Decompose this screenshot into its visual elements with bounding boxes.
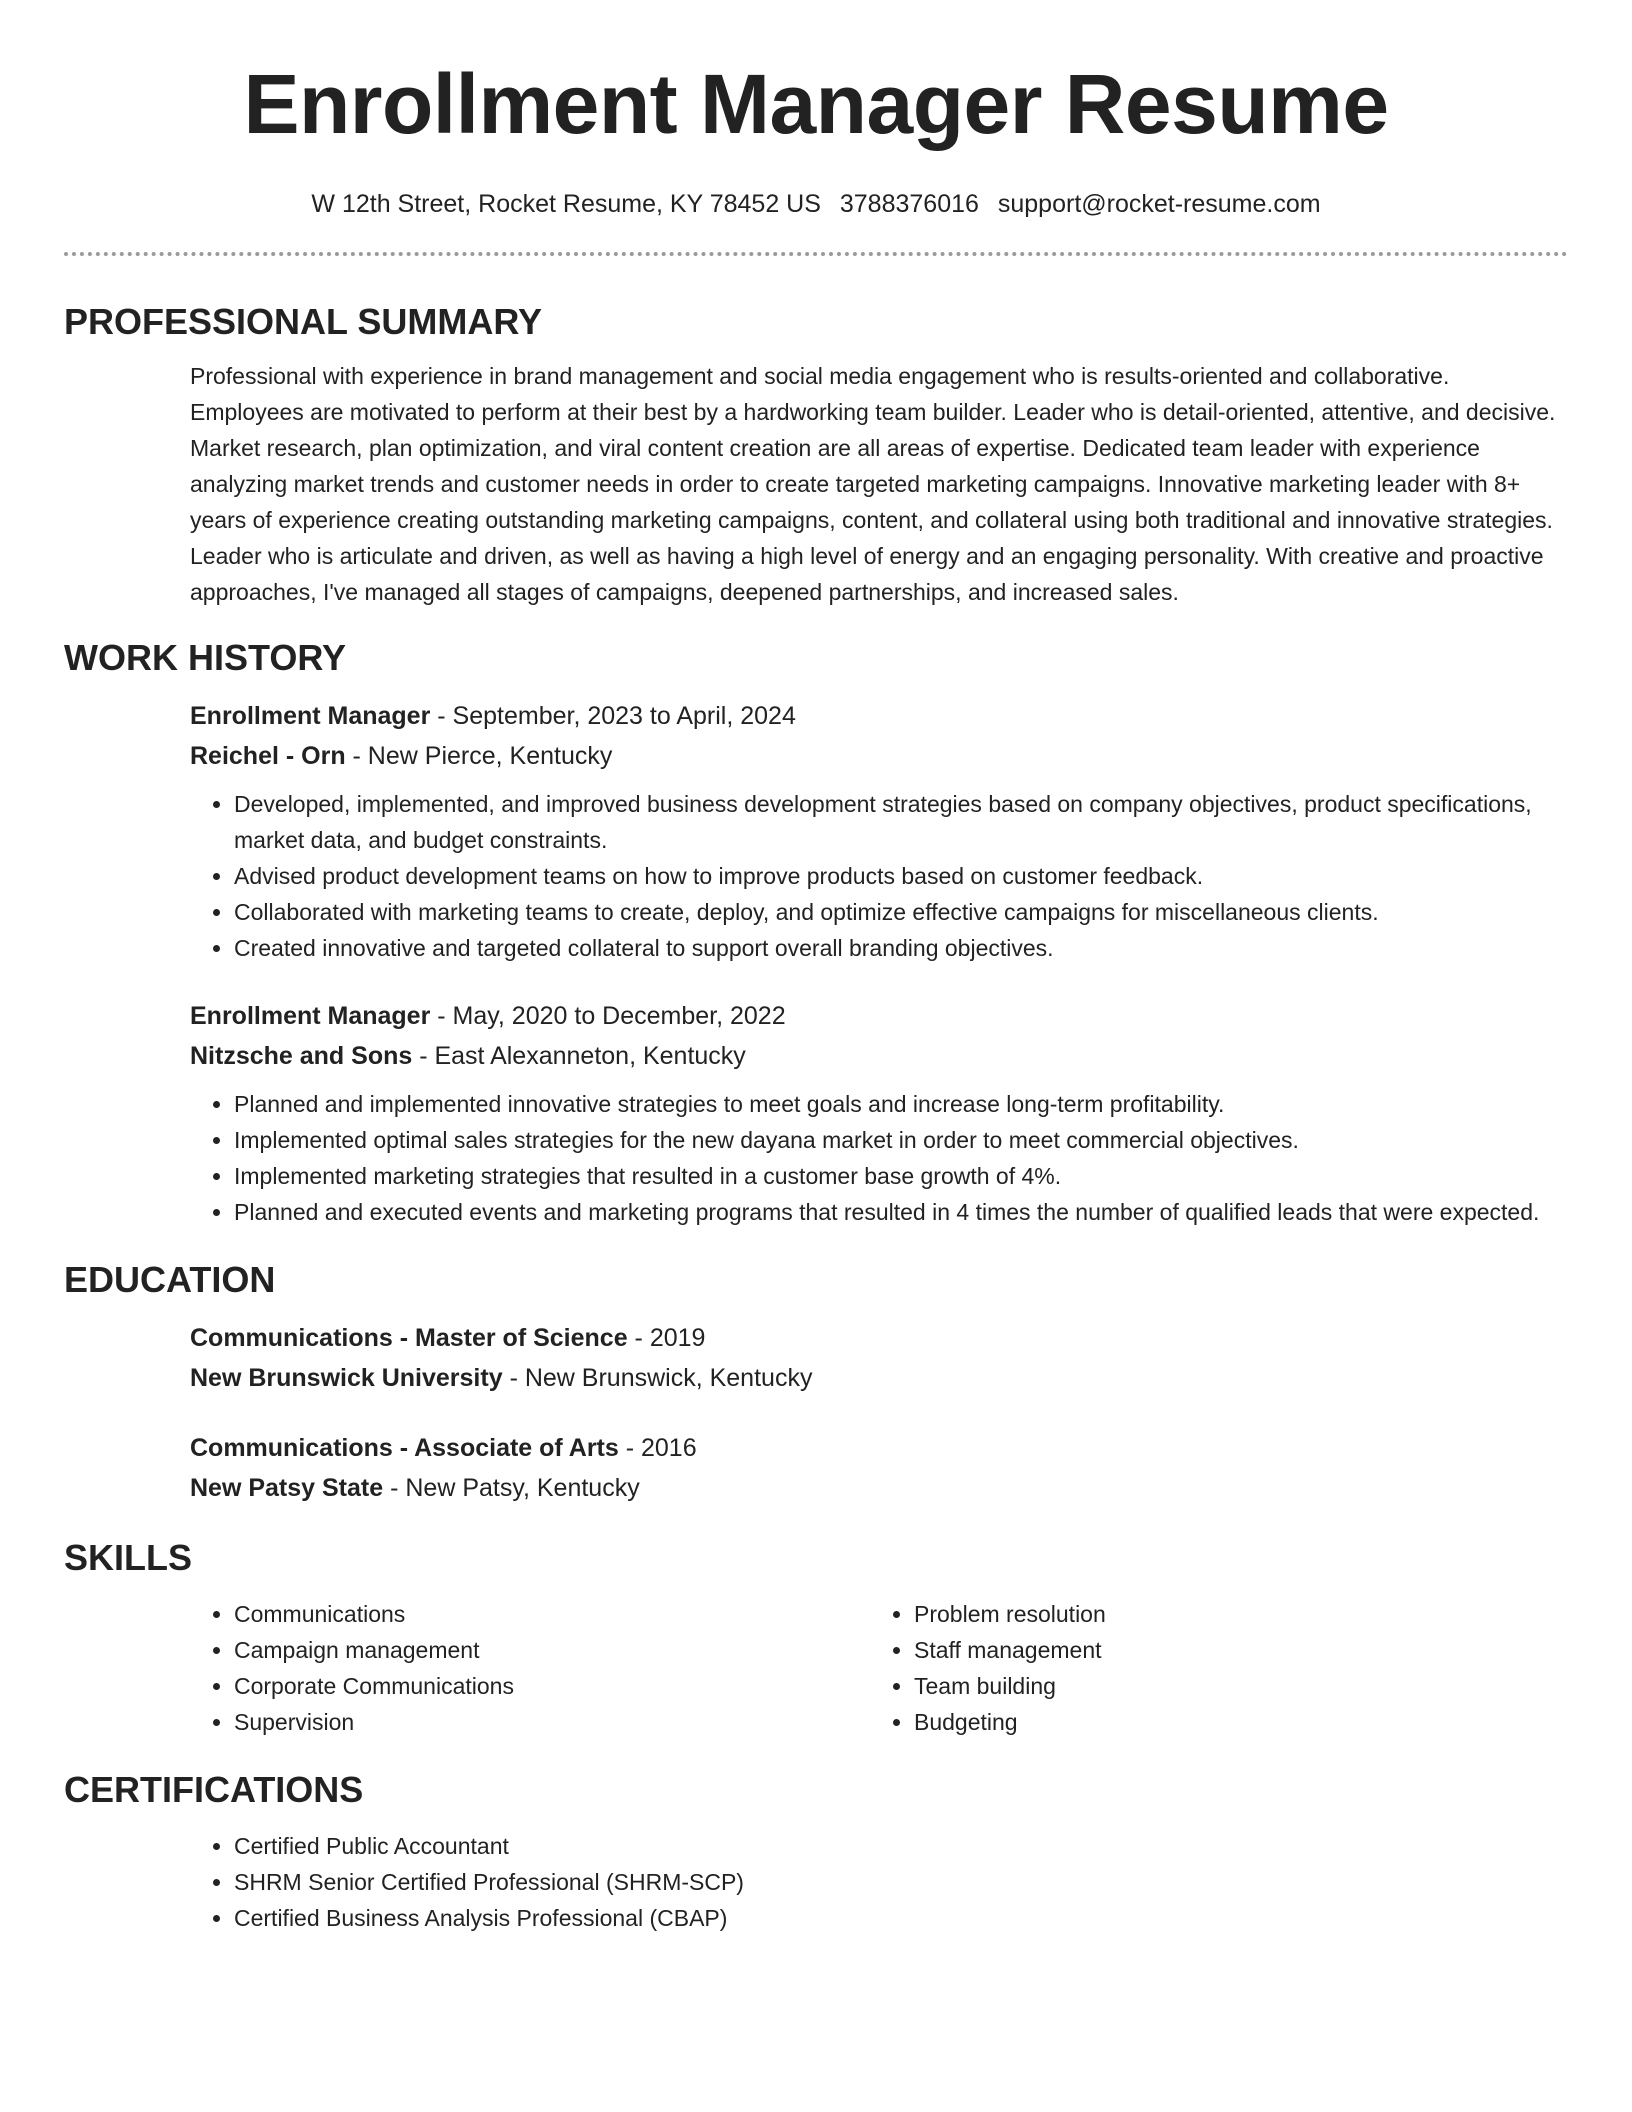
summary-text: Professional with experience in brand management and social media engagement who is results-oriented and collaborative. Employees are motivated to perform at their best by a hardworking team builder. Leader who is detail-oriented, attentive, and decisive. Market research, plan optimization, and viral content creation are all areas of expertise. Dedicated team leader with experience analyzing market trends and customer needs in order to create targeted marketing campaigns. Innovative marketing leader with 8+ years of experience creating outstanding marketing campaigns, content, and collateral using both traditional and innovative strategies. Leader who is articulate and driven, as well as having a high level of energy and an engaging personality. With creative and proactive approaches, I've managed all stages of campaigns, deepened partnerships, and increased sales.	[190, 363, 1556, 605]
job-bullets	[190, 1086, 1568, 1230]
job-title: Enrollment Manager	[190, 702, 431, 730]
degree-line	[190, 1428, 1568, 1468]
certifications-heading: CERTIFICATIONS	[64, 1769, 364, 1810]
contact-phone: 3788376016	[839, 190, 979, 218]
certifications-list	[190, 1828, 1568, 1936]
summary-body	[190, 358, 1568, 610]
list-item: • Staff management	[914, 1632, 1550, 1668]
job-title-line	[190, 696, 1568, 736]
school-location: - New Patsy, Kentucky	[383, 1474, 640, 1502]
contact-line	[64, 188, 1568, 220]
skills-heading: SKILLS	[64, 1537, 193, 1578]
job-entry	[190, 996, 1568, 1230]
job-dates: - September, 2023 to April, 2024	[430, 702, 796, 730]
list-item: • Certified Public Accountant	[234, 1828, 1568, 1864]
job-bullets	[190, 786, 1568, 966]
education-heading: EDUCATION	[64, 1259, 276, 1300]
job-company: Nitzsche and Sons	[190, 1042, 413, 1070]
list-item: • Implemented optimal sales strategies for the new dayana market in order to meet commercial objectives.	[234, 1122, 1568, 1158]
degree-line	[190, 1318, 1568, 1358]
header-divider	[64, 252, 1568, 256]
education-entry	[190, 1318, 1568, 1398]
list-item: • Problem resolution	[914, 1596, 1550, 1632]
list-item: • Planned and executed events and marketing programs that resulted in 4 times the number of qualified leads that were expected.	[234, 1194, 1568, 1230]
list-item: • Corporate Communications	[234, 1668, 870, 1704]
degree-year: - 2016	[618, 1434, 697, 1462]
job-location: - East Alexanneton, Kentucky	[412, 1042, 746, 1070]
skills-body	[190, 1596, 1568, 1740]
job-company-line	[190, 736, 1568, 776]
skills-right-column	[870, 1596, 1550, 1740]
list-item: • Collaborated with marketing teams to create, deploy, and optimize effective campaigns for miscellaneous clients.	[234, 894, 1568, 930]
list-item: • Budgeting	[914, 1704, 1550, 1740]
list-item: • Advised product development teams on how to improve products based on customer feedback.	[234, 858, 1568, 894]
job-company: Reichel - Orn	[190, 742, 346, 770]
skills-left-column	[190, 1596, 870, 1740]
job-company-line	[190, 1036, 1568, 1076]
list-item: • Team building	[914, 1668, 1550, 1704]
list-item: • Planned and implemented innovative strategies to meet goals and increase long-term profitability.	[234, 1086, 1568, 1122]
job-entry	[190, 696, 1568, 966]
list-item: • Certified Business Analysis Professional (CBAP)	[234, 1900, 1568, 1936]
education-body	[190, 1318, 1568, 1508]
school-location: - New Brunswick, Kentucky	[502, 1364, 813, 1392]
contact-address: W 12th Street, Rocket Resume, KY 78452 US	[311, 190, 821, 218]
school: New Brunswick University	[190, 1364, 503, 1392]
list-item: • Campaign management	[234, 1632, 870, 1668]
list-item: • SHRM Senior Certified Professional (SHRM-SCP)	[234, 1864, 1568, 1900]
job-title: Enrollment Manager	[190, 1002, 431, 1030]
school-line	[190, 1468, 1568, 1508]
list-item: • Created innovative and targeted collateral to support overall branding objectives.	[234, 930, 1568, 966]
school: New Patsy State	[190, 1474, 384, 1502]
job-dates: - May, 2020 to December, 2022	[430, 1002, 786, 1030]
list-item: • Communications	[234, 1596, 870, 1632]
degree: Communications - Master of Science	[190, 1324, 628, 1352]
summary-section	[64, 300, 1568, 610]
work-heading: WORK HISTORY	[64, 637, 347, 678]
job-location: - New Pierce, Kentucky	[345, 742, 613, 770]
list-item: • Developed, implemented, and improved business development strategies based on company objectives, product specifications, market data, and budget constraints.	[234, 786, 1568, 858]
list-item: • Implemented marketing strategies that resulted in a customer base growth of 4%.	[234, 1158, 1568, 1194]
school-line	[190, 1358, 1568, 1398]
list-item: • Supervision	[234, 1704, 870, 1740]
skills-section	[64, 1536, 1568, 1740]
work-section	[64, 636, 1568, 1230]
degree: Communications - Associate of Arts	[190, 1434, 619, 1462]
resume-title: Enrollment Manager Resume	[243, 57, 1389, 151]
education-entry	[190, 1428, 1568, 1508]
job-title-line	[190, 996, 1568, 1036]
summary-heading: PROFESSIONAL SUMMARY	[64, 301, 543, 342]
contact-email: support@rocket-resume.com	[997, 190, 1321, 218]
work-body	[190, 696, 1568, 1230]
degree-year: - 2019	[627, 1324, 706, 1352]
certifications-body	[190, 1828, 1568, 1936]
certifications-section	[64, 1768, 1568, 1936]
education-section	[64, 1258, 1568, 1508]
